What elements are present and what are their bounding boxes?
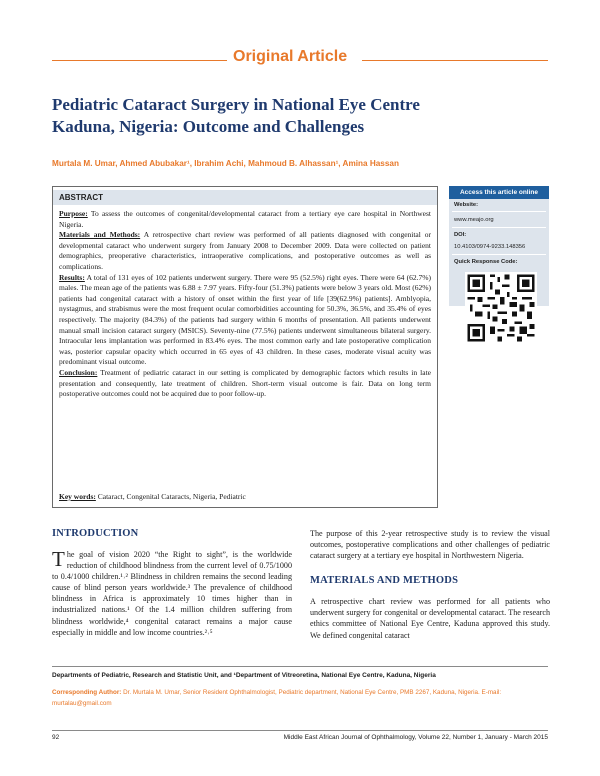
methods-label: Materials and Methods: — [59, 230, 141, 240]
journal-citation: Middle East African Journal of Ophthalmology, Volume 22, Number 1, January - March 2015 — [283, 734, 548, 741]
results-label: Results: — [59, 272, 85, 282]
website-label: Website: — [454, 202, 479, 208]
conclusion-label: Conclusion: — [59, 367, 98, 377]
access-divider — [452, 227, 546, 228]
article-title-line1: Pediatric Cataract Surgery in National Eye Centre — [52, 95, 420, 114]
purpose-paragraph: The purpose of this 2-year retrospective study is to review the visual outcomes, postoperative complications and other challenges of pediatric cataract surgery at a tertiary eye hospital in Northwestern Nigeria. — [310, 529, 550, 561]
page-number: 92 — [52, 734, 60, 741]
access-divider — [452, 254, 546, 255]
footer-rule — [52, 666, 548, 667]
qr-label: Quick Response Code: — [454, 259, 518, 265]
doi-label: DOI: — [454, 232, 467, 238]
keywords-text: Cataract, Congenital Cataracts, Nigeria, Pediatric — [97, 492, 246, 501]
doi-value[interactable]: 10.4103/0974-9233.148356 — [454, 244, 526, 250]
left-column — [52, 528, 292, 638]
abstract-body — [59, 209, 431, 400]
intro-dropcap: T — [52, 547, 65, 571]
intro-heading: INTRODUCTION — [52, 528, 139, 539]
access-divider — [452, 211, 546, 212]
section-label: Original Article — [233, 48, 348, 65]
intro-text: he goal of vision 2020 “the Right to sight”, is the worldwide reduction of childhood blindness from the current level of 0.75/1000 to 0.4/1000 children.¹˒² Blindness in children remains the second leading cause of blind person years worldwide.³ The prevalence of childhood blindness in Africa is approximately 10 times higher than in industrialized nations.¹ Of the 1.4 million children suffering from blindness worldwide,⁴ congenital cataract remains a major cause especially in middle and low income countries.²˒⁵ — [52, 550, 292, 637]
qr-code-icon[interactable] — [465, 272, 537, 344]
abstract-results — [59, 273, 431, 368]
author-list: Murtala M. Umar, Ahmed Abubakar¹, Ibrahim Achi, Mahmoud B. Alhassan¹, Amina Hassan — [52, 159, 399, 168]
header-rule-right — [362, 60, 548, 61]
corresponding-label: Corresponding Author: — [52, 689, 122, 696]
conclusion-text: Treatment of pediatric cataract in our setting is complicated by demographic factors which results in late presentation and consequently, late treatment of children. Short-term visual outcome is fair. Data on long term postoperative outcomes could not be acquired due to poor follow-up. — [59, 367, 431, 399]
corresponding-text: Dr. Murtala M. Umar, Senior Resident Ophthalmologist, Pediatric department, National Eye Centre, PMB 2267, Kaduna, Nigeria. E-mail: murtalau@gmail.com — [52, 689, 502, 707]
methods-text: A retrospective chart review was performed of all patients diagnosed with congenital or developmental cataract who underwent surgery from January 2008 to December 2009. Data were collected on patient demographics, preoperative characteristics, intraoperative complications, and postoperative outcomes as well as complications. — [59, 230, 432, 271]
website-link[interactable]: www.meajo.org — [454, 217, 494, 223]
affiliations: Departments of Pediatric, Research and Statistic Unit, and ¹Department of Vitreoretina, National Eye Centre, Kaduna, Nigeria — [52, 672, 436, 679]
abstract-heading: ABSTRACT — [53, 190, 437, 205]
access-heading: Access this article online — [449, 186, 549, 199]
page-footer-rule — [52, 730, 548, 731]
article-title-line2: Kaduna, Nigeria: Outcome and Challenges — [52, 117, 365, 136]
keywords — [59, 492, 246, 501]
abstract-methods — [59, 230, 431, 272]
abstract-purpose — [59, 209, 431, 230]
methods-heading: MATERIALS AND METHODS — [310, 575, 459, 587]
methods-paragraph: A retrospective chart review was performed for all patients who underwent surgery for congenital or developmental cataract. The research ethics committee of National Eye Centre, Kaduna approved this study. We defined congenital cataract — [310, 597, 550, 640]
purpose-text: To assess the outcomes of congenital/developmental cataract from a tertiary eye care hospital in Northwest Nigeria. — [59, 209, 431, 229]
keywords-label: Key words: — [59, 492, 96, 501]
header-rule-left — [52, 60, 227, 61]
intro-paragraph — [52, 549, 292, 638]
article-title — [52, 94, 552, 138]
results-text: A total of 131 eyes of 102 patients underwent surgery. There were 95 (52.5%) right eyes. There were 64 (62.7%) males. The mean age of the patients was 6.88 ± 7.97 years. Fifty-four (51.3%) patients were below 3 years old. Most (62%) patients had congenital cataract with a history of onset within the first year of life [39(62.9%) patients]. Amblyopia, nystagmus, and strabismus were the most frequent ocular comorbidities accounting for 50.3%, 36.5%, and 35.4% of eyes respectively. The majority (84.3%) of the patients had surgery within 6 months of presentation. All patients underwent manual small incision cataract surgery (MSICS). Seventy-nine (77.5%) patients underwent simultaneous bilateral surgery. Intraocular lens implantation was performed in 83.4% eyes. The most common early and late postoperative complication was, posterior capsular opacity which occurred in 65 eyes of 43 children. In these cases, moderate visual acuity was predominant visual outcome. — [59, 272, 431, 367]
right-column — [310, 528, 550, 641]
corresponding-author — [52, 687, 552, 709]
abstract-conclusion — [59, 368, 431, 400]
abstract-box — [52, 186, 438, 508]
purpose-label: Purpose: — [59, 209, 88, 218]
